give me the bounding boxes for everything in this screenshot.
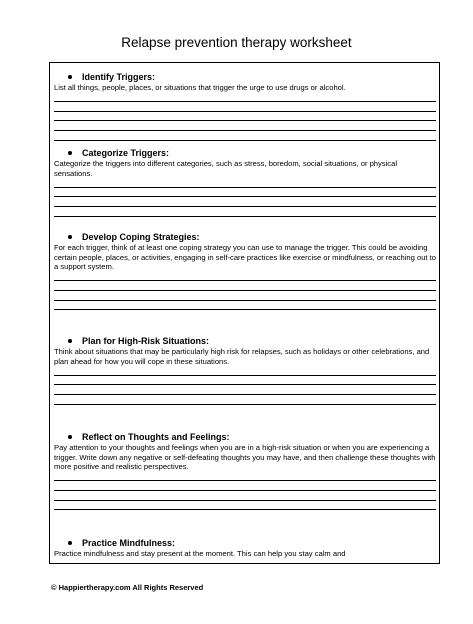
answer-line[interactable] xyxy=(54,385,436,395)
section-high-risk-situations xyxy=(54,335,436,405)
answer-line[interactable] xyxy=(54,481,436,491)
bullet-icon xyxy=(68,339,72,343)
answer-lines[interactable] xyxy=(54,93,436,141)
section-heading xyxy=(54,537,436,549)
section-heading xyxy=(54,71,436,83)
worksheet-box xyxy=(49,62,440,564)
section-coping-strategies xyxy=(54,231,436,310)
section-instructions: Categorize the triggers into different categories, such as stress, boredom, social situations, or physical sensations. xyxy=(54,159,398,178)
copyright-footer: © Happiertherapy.com All Rights Reserved xyxy=(51,583,204,592)
answer-line[interactable] xyxy=(54,472,436,482)
heading-text: Categorize Triggers: xyxy=(82,148,170,158)
section-heading xyxy=(54,147,436,159)
section-instructions: Practice mindfulness and stay present at the moment. This can help you stay calm and xyxy=(54,549,346,558)
section-instructions: List all things, people, places, or situations that trigger the urge to use drugs or alcohol. xyxy=(54,83,346,92)
section-categorize-triggers xyxy=(54,147,436,217)
bullet-icon xyxy=(68,75,72,79)
answer-line[interactable] xyxy=(54,491,436,501)
answer-lines[interactable] xyxy=(54,472,436,510)
section-instructions: Pay attention to your thoughts and feelings when you are in a high-risk situation or when you are experiencing a trigger. Write down any negative or self-defeating thoughts you may have, and then challenge these thoughts with more positive and realistic perspectives. xyxy=(54,443,436,472)
section-heading xyxy=(54,335,436,347)
answer-line[interactable] xyxy=(54,366,436,376)
heading-text: Identify Triggers: xyxy=(82,72,156,82)
section-heading xyxy=(54,231,436,243)
answer-line[interactable] xyxy=(54,188,436,198)
answer-line[interactable] xyxy=(54,272,436,282)
heading-text: Reflect on Thoughts and Feelings: xyxy=(82,432,230,442)
answer-lines[interactable] xyxy=(54,366,436,404)
bullet-icon xyxy=(68,541,72,545)
answer-line[interactable] xyxy=(54,207,436,217)
answer-line[interactable] xyxy=(54,281,436,291)
answer-line[interactable] xyxy=(54,102,436,112)
section-identify-triggers xyxy=(54,71,436,141)
answer-line[interactable] xyxy=(54,121,436,131)
section-instructions: For each trigger, think of at least one coping strategy you can use to manage the trigger. This could be avoiding certain people, places, or activities, engaging in self-care practices like exercise or mindfulness, or reaching out to a support system. xyxy=(54,243,436,272)
answer-line[interactable] xyxy=(54,131,436,141)
section-heading xyxy=(54,431,436,443)
answer-line[interactable] xyxy=(54,112,436,122)
section-instructions: Think about situations that may be particularly high risk for relapses, such as holidays or other celebrations, and plan ahead for how you will cope in these situations. xyxy=(54,347,430,366)
answer-line[interactable] xyxy=(54,197,436,207)
answer-lines[interactable] xyxy=(54,178,436,216)
heading-text: Plan for High-Risk Situations: xyxy=(82,336,210,346)
answer-line[interactable] xyxy=(54,291,436,301)
answer-lines[interactable] xyxy=(54,272,436,310)
answer-line[interactable] xyxy=(54,376,436,386)
bullet-icon xyxy=(68,151,72,155)
bullet-icon xyxy=(68,435,72,439)
bullet-icon xyxy=(68,235,72,239)
section-thoughts-feelings xyxy=(54,431,436,510)
answer-line[interactable] xyxy=(54,93,436,103)
section-mindfulness xyxy=(54,537,436,559)
answer-line[interactable] xyxy=(54,301,436,311)
answer-line[interactable] xyxy=(54,395,436,405)
page-title: Relapse prevention therapy worksheet xyxy=(121,35,352,50)
heading-text: Develop Coping Strategies: xyxy=(82,232,200,242)
answer-line[interactable] xyxy=(54,501,436,511)
heading-text: Practice Mindfulness: xyxy=(82,538,176,548)
answer-line[interactable] xyxy=(54,178,436,188)
